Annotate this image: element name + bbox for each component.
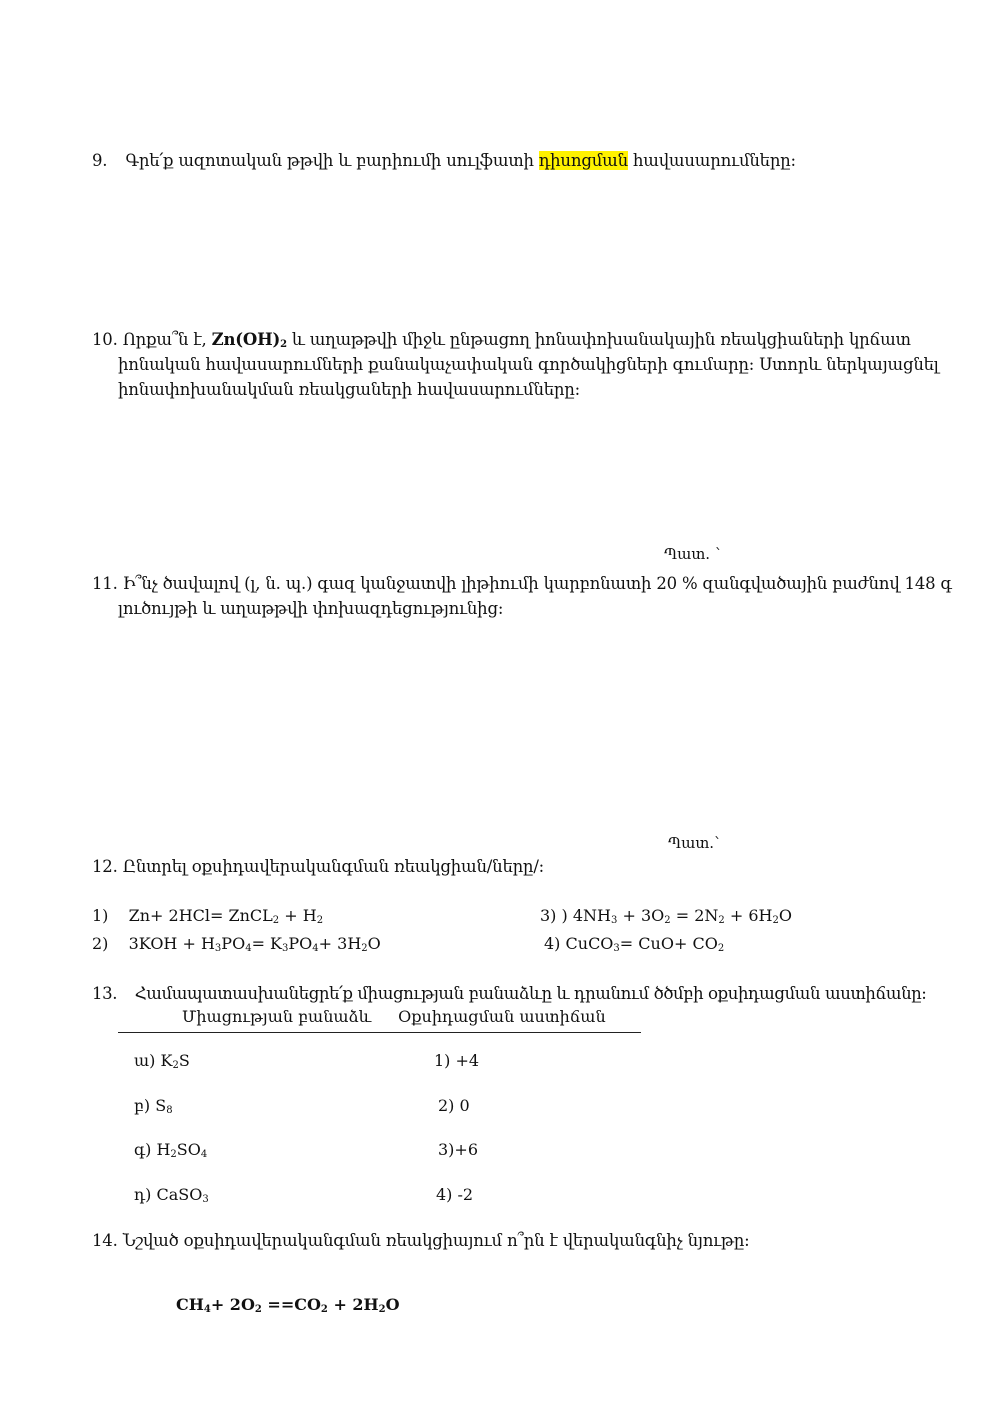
question-number: 12.	[92, 857, 118, 876]
answer-label: Պատ.`	[668, 834, 722, 852]
option-number: 4)	[544, 934, 561, 953]
table-row-formula: դ) CaSO$_3$	[134, 1185, 209, 1205]
question-text: Նշված օքսիդավերականգման ռեակցիայում ո՞րն է վերականգնիչ նյութը:	[122, 1231, 750, 1250]
question-number: 14.	[92, 1231, 118, 1250]
option-1	[92, 906, 323, 925]
question-number: 11.	[92, 574, 118, 593]
table-row-formula: բ) $S_8$	[134, 1096, 173, 1116]
option-formula: CuCO$_3$= $CuO+ CO_2$	[565, 934, 725, 954]
table-row-value: 2) 0	[438, 1096, 470, 1115]
question-12	[92, 857, 544, 876]
table-row-formula: ա) $K_2S$	[134, 1051, 190, 1071]
question-text: Համապատասխանեցրե՛ք միացության բանաձևը և դրանում ծծմբի օքսիդացման աստիճանը:	[134, 984, 927, 1003]
question-number: 9.	[92, 151, 108, 170]
option-4	[544, 934, 724, 953]
table-divider	[118, 1032, 641, 1033]
question-10-line-3: իոնափոխանակման ռեակցաների հավասարումները:	[118, 380, 581, 399]
table-row-value: 1) +4	[434, 1051, 480, 1070]
answer-label: Պատ. `	[664, 545, 723, 563]
question-text: Ի՞նչ ծավալով (լ, ն. պ.) գազ կանջատվի լիթիումի կարբոնատի 20 % զանգվածային բաժնով 148 գ	[122, 574, 952, 593]
column-header-formula: Միացության բանաձև	[182, 1007, 372, 1026]
question-9	[92, 151, 796, 170]
table-row-value: 3)+6	[438, 1140, 479, 1159]
option-number: 3)	[540, 906, 557, 925]
question-14	[92, 1231, 750, 1250]
reaction-equation: $CH_4+ 2O_2 ==CO_2 + 2H_2O$	[176, 1295, 400, 1315]
question-10: 10. Որքա՞ն է, $Zn(OH)_2$ և աղաթթվի միջև ընթացող իոնափոխանակային ռեակցիաների կրճատ	[92, 330, 911, 350]
option-3	[540, 906, 792, 925]
question-number: 13.	[92, 984, 118, 1003]
option-2	[92, 934, 381, 953]
option-formula: $3KOH + H_3PO_4= K_3PO_4+ 3H_2O$	[128, 934, 381, 954]
table-row-value: 4) -2	[436, 1185, 474, 1204]
question-number: 10.	[92, 330, 118, 349]
formula-zn-oh: $Zn(OH)_2$	[211, 330, 287, 350]
question-13	[92, 984, 926, 1003]
option-formula: ) $4NH_3 + 3O_2 = 2N_2 + 6H_2O$	[561, 906, 792, 926]
question-10-line-2: իոնական հավասարումների քանակաչափական գործակիցների գումարը: Ստորև ներկայացնել	[118, 355, 939, 374]
option-number: 1)	[92, 906, 109, 925]
question-text: Գրե՛ք ազոտական թթվի և բարիումի սուլֆատի	[125, 151, 539, 170]
table-row-formula: գ) $H_2SO_4$	[134, 1140, 208, 1160]
option-number: 2)	[92, 934, 109, 953]
question-11	[92, 574, 952, 593]
option-formula: Zn+ 2HCl= ZnCL$_2$ + $H_2$	[128, 906, 324, 926]
question-11-line-2: լուծույթի և աղաթթվի փոխազդեցությունից:	[118, 599, 504, 618]
question-text: Որքա՞ն է,	[122, 330, 212, 349]
column-header-oxidation: Օքսիդացման աստիճան	[398, 1007, 606, 1026]
question-text-end: հավասարումները:	[627, 151, 796, 170]
question-text: Ընտրել օքսիդավերականգման ռեակցիան/ները/:	[122, 857, 545, 876]
highlighted-term: դիսոցման	[538, 151, 628, 170]
